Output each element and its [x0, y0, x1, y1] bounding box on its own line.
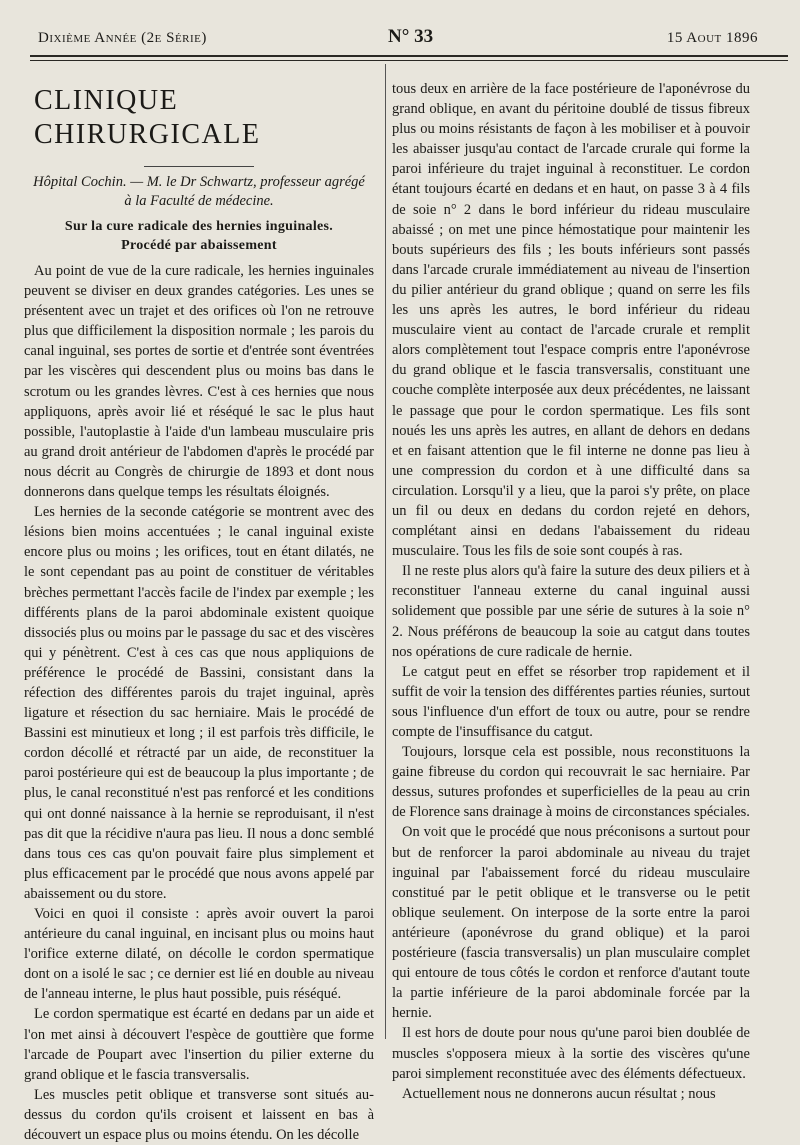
section-title: CLINIQUE CHIRURGICALE	[34, 85, 261, 150]
issue-year: Dixième Année (2e Série)	[38, 30, 207, 46]
issue-date: 15 Aout 1896	[666, 30, 758, 46]
page-header	[30, 26, 770, 52]
left-column-text	[24, 261, 374, 1145]
right-column	[392, 79, 750, 1104]
byline-line1: Hôpital Cochin. — M. le Dr Schwartz, professeur agrégé	[33, 174, 365, 190]
article-subtitle	[24, 217, 374, 255]
paragraph: Il ne reste plus alors qu'à faire la suture des deux piliers et à reconstituer l'anneau externe du canal inguinal aussi solidement que possible par une série de sutures à la soie n° 2. Nous préférons de beaucoup la soie au catgut dans toutes nos opérations de cure radicale de hernie.	[392, 563, 750, 660]
column-divider	[385, 64, 386, 1039]
paragraph: Le catgut peut en effet se résorber trop rapidement et il suffit de voir la tension des différentes parties réunies, surtout sous l'influence d'un effort de toux ou autre, pour se rendre compte de l'insuffisance du catgut.	[392, 663, 750, 740]
paragraph: On voit que le procédé que nous préconisons a surtout pour but de renforcer la paroi abdominale au niveau du trajet inguinal par l'abaissement forcé du rideau musculaire constitué par le petit oblique et le transverse ou le petit oblique seulement. On interpose de la sorte entre la paroi antérieure (aponévrose du grand oblique) et la paroi postérieure (fascia transversalis) un plan musculaire complet qui entoure de tous côtés le cordon et renforce d'autant toute la partie inférieure de la paroi abdominale forcée par la hernie.	[392, 824, 750, 1022]
paragraph: Au point de vue de la cure radicale, les hernies inguinales peuvent se diviser en deux grandes catégories. Les unes se présentent avec un trajet et des orifices où l'on ne retrouve plus que difficilement la disposition normale ; les parois du canal inguinal, ses portes de sortie et d'entrée sont éventrées par les viscères qui descendent plus ou moins bas dans le scrotum ou les grandes lèvres. C'est à ces hernies que nous appliquons, après avoir lié et réséqué le sac le plus haut possible, l'autoplastie à l'aide d'un lambeau musculaire pris au grand droit antérieur de l'abdomen d'après le procédé par nous décrit au Congrès de chirurgie de 1893 et dont nous donnerons dans quelque temps les résultats éloignés.	[24, 263, 374, 501]
paragraph: Les hernies de la seconde catégorie se montrent avec des lésions bien moins accentuées ; le canal inguinal existe encore plus ou moins ; les orifices, tout en étant dilatés, ne le sont cependant pas au point de constituer de véritables brèches permettant l'accès facile de l'index par exemple ; les différents plans de la paroi abdominale existent quoique dissociés plus ou moins par le passage du sac et des viscères qui y pénètrent. C'est à ces cas que nous appliquions de préférence le procédé de Bassini, consistant dans la réfection des différentes parois du trajet inguinal, après ligature et résection du sac herniaire. Mais le procédé de Bassini est minutieux et long ; il est parfois très difficile, le cordon décollé et rétracté par un aide, de reconstituer la paroi postérieure qui est de beaucoup la plus importante ; de plus, le canal reconstitué n'est pas renforcé et les conditions qui ont donné naissance à la hernie se reproduisant, il n'est pas dit que la récidive n'aura pas lieu. Il nous a donc semblé dans tous ces cas qu'on pouvait faire plus simplement et plus efficacement par le procédé que nous avons appelé par abaissement ou du store.	[24, 504, 374, 902]
paragraph: tous deux en arrière de la face postérieure de l'aponévrose du grand oblique, en avant du péritoine doublé de tissus fibreux plus ou moins résistants de façon à les mobiliser et à pouvoir les abaisser jusqu'au contact de l'arcade crurale qui forme la paroi inférieure du trajet inguinal à reconstituer. Le cordon étant toujours écarté en dedans et en haut, on passe 3 à 4 fils de soie n° 2 dans le bord inférieur du rideau musculaire abaissé ; on met une pince hémostatique pour maintenir les bouts supérieurs des fils ; les bouts inférieurs sont passés dans l'arcade crurale immédiatement au niveau de l'insertion du pilier antérieur du grand oblique ; quand on serre les fils les uns après les autres, le bord inférieur du rideau musculaire vient au contact de l'arcade crurale et remplit alors complètement tout l'espace compris entre l'aponévrose du grand oblique et le fascia transversalis, constituant une couche complète interposée aux deux précédentes, ne laissant le passage que pour le cordon spermatique. Les fils sont noués les uns après les autres, en allant de dehors en dedans et en faisant attention que le fil interne ne donne pas lieu à une compression du cordon et à une difficulté dans sa circulation. Lorsqu'il y a lieu, que la paroi s'y prête, on place un fil ou deux en dedans du cordon rejeté en dehors, complétant ainsi en dedans l'abaissement du rideau musculaire. Tous les fils de soie sont coupés à ras.	[392, 81, 750, 560]
byline	[24, 173, 374, 211]
issue-number: N° 33	[388, 26, 434, 47]
left-column	[24, 72, 374, 1145]
paragraph: Actuellement nous ne donnerons aucun résultat ; nous	[402, 1085, 716, 1102]
paragraph: Toujours, lorsque cela est possible, nous reconstituons la gaine fibreuse du cordon qui recouvrait le sac herniaire. Par dessus, sutures profondes et superficielles de la peau au crin de Florence sans drainage à moins de circonstances spéciales.	[392, 744, 750, 821]
subtitle-line1: Sur la cure radicale des hernies inguinales.	[64, 219, 334, 234]
paragraph: Il est hors de doute pour nous qu'une paroi bien doublée de muscles s'opposera mieux à la sortie des viscères qu'une paroi simplement reconstituée avec des éléments défectueux.	[392, 1025, 750, 1082]
right-column-text	[392, 79, 750, 1104]
header-rule-thin	[30, 60, 788, 61]
byline-line2: à la Faculté de médecine.	[124, 193, 274, 209]
paragraph: Le cordon spermatique est écarté en dedans par un aide et l'on met ainsi à découvert l'espèce de gouttière que forme l'arcade de Poupart avec l'insertion du pilier externe du grand oblique et le fascia transversalis.	[24, 1006, 374, 1083]
subtitle-line2: Procédé par abaissement	[121, 238, 277, 253]
title-rule	[144, 166, 254, 167]
paragraph: Voici en quoi il consiste : après avoir ouvert la paroi antérieure du canal inguinal, en incisant plus ou moins haut l'orifice externe dilaté, on décolle le cordon spermatique dont on a isolé le sac ; ce dernier est lié en double au niveau de l'anneau interne, le plus haut possible, puis réséqué.	[24, 906, 374, 1003]
header-rule-thick	[30, 55, 788, 57]
paragraph: Les muscles petit oblique et transverse sont situés au-dessus du cordon qu'ils croisent et laissent en bas à découvert un espace plus ou moins étendu. On les décolle	[24, 1086, 374, 1144]
